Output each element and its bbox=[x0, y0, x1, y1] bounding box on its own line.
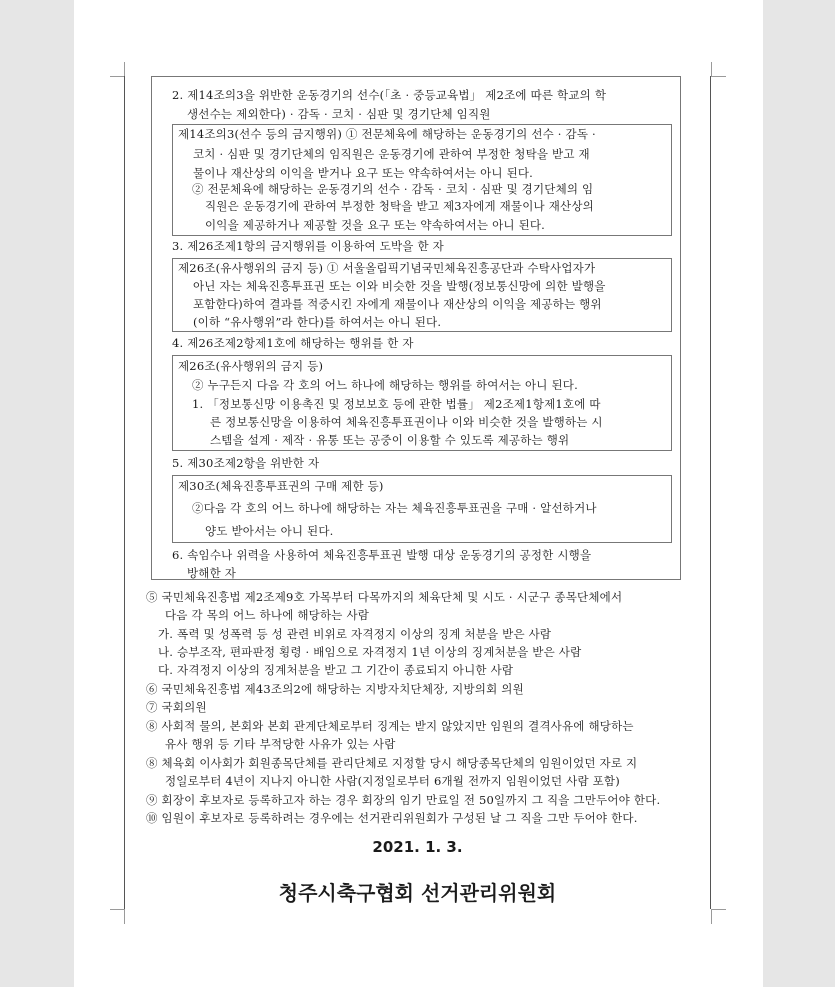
article-30-2-line-3: 양도 받아서는 아니 된다. bbox=[205, 524, 334, 538]
article-14-3-line-5: 직원은 운동경기에 관하여 부정한 청탁을 받고 제3자에게 재물이나 재산상의 bbox=[205, 199, 594, 213]
article-30-2-line-2: ②다음 각 호의 어느 하나에 해당하는 자는 체육진흥투표권을 구매 · 알선하거나 bbox=[192, 501, 597, 515]
clause-5-line-2: 다음 각 목의 어느 하나에 해당하는 사람 bbox=[165, 608, 370, 622]
article-14-3-line-6: 이익을 제공하거나 제공할 것을 요구 또는 약속하여서는 아니 된다. bbox=[205, 218, 546, 232]
item-4: 4. 제26조제2항제1호에 해당하는 행위를 한 자 bbox=[172, 336, 414, 350]
crop-mark-top-left bbox=[110, 62, 125, 77]
clause-8a-line-2: 유사 행위 등 기타 부적당한 사유가 있는 사람 bbox=[165, 737, 396, 751]
crop-mark-top-right bbox=[711, 62, 726, 77]
article-26-1-line-3: 포함한다)하여 결과를 적중시킨 자에게 재물이나 재산상의 이익을 제공하는 행위 bbox=[193, 297, 602, 311]
article-26-2-line-1: 제26조(유사행위의 금지 등) bbox=[178, 359, 324, 373]
clause-9: ⑨ 회장이 후보자로 등록하고자 하는 경우 회장의 임기 만료일 전 50일까지 그 직을 그만두어야 한다. bbox=[146, 793, 661, 807]
article-14-3-line-3: 물이나 재산상의 이익을 받거나 요구 또는 약속하여서는 아니 된다. bbox=[193, 166, 534, 180]
crop-mark-bottom-right bbox=[711, 909, 726, 924]
article-26-2-line-3: 1. 「정보통신망 이용촉진 및 정보보호 등에 관한 법률」 제2조제1항제1호에 따 bbox=[192, 397, 601, 411]
item-5: 5. 제30조제2항을 위반한 자 bbox=[172, 456, 320, 470]
article-14-3-line-2: 코치 · 심판 및 경기단체의 임직원은 운동경기에 관하여 부정한 청탁을 받고 재 bbox=[193, 147, 590, 161]
document-date: 2021. 1. 3. bbox=[372, 838, 463, 856]
article-26-1-line-2: 아닌 자는 체육진흥투표권 또는 이와 비슷한 것을 발행(정보통신망에 의한 발행을 bbox=[193, 279, 606, 293]
clause-8b-line-1: ⑧ 체육회 이사회가 회원종목단체를 관리단체로 지정할 당시 해당종목단체의 임원이었던 자로 지 bbox=[146, 756, 638, 770]
article-26-2-line-4: 른 정보통신망을 이용하여 체육진흥투표권이나 이와 비슷한 것을 발행하는 시 bbox=[210, 415, 603, 429]
article-26-1-line-1: 제26조(유사행위의 금지 등) ① 서울올림픽기념국민체육진흥공단과 수탁사업자가 bbox=[178, 261, 596, 275]
clause-5-sub-na: 나. 승부조작, 편파판정 횡령 · 배임으로 자격정지 1년 이상의 징계처분을 받은 사람 bbox=[158, 645, 582, 659]
clause-7: ⑦ 국회의원 bbox=[146, 700, 207, 714]
item-6-line-2: 방해한 자 bbox=[187, 566, 237, 580]
issuing-organization: 청주시축구협회 선거관리위원회 bbox=[278, 881, 557, 905]
crop-mark-bottom-left bbox=[110, 909, 125, 924]
article-30-2-line-1: 제30조(체육진흥투표권의 구매 제한 등) bbox=[178, 479, 384, 493]
clause-6: ⑥ 국민체육진흥법 제43조의2에 해당하는 지방자치단체장, 지방의회 의원 bbox=[146, 682, 524, 696]
clause-8a-line-1: ⑧ 사회적 물의, 본회와 본회 관계단체로부터 징계는 받지 않았지만 임원의 결격사유에 해당하는 bbox=[146, 719, 634, 733]
item-3: 3. 제26조제1항의 금지행위를 이용하여 도박을 한 자 bbox=[172, 239, 444, 253]
clause-5-sub-da: 다. 자격정지 이상의 징계처분을 받고 그 기간이 종료되지 아니한 사람 bbox=[158, 663, 514, 677]
item-2-line-2: 생선수는 제외한다) · 감독 · 코치 · 심판 및 경기단체 임직원 bbox=[187, 107, 491, 121]
article-14-3-line-1: 제14조의3(선수 등의 금지행위) ① 전문체육에 해당하는 운동경기의 선수 · 감독 · bbox=[178, 127, 596, 141]
clause-5-sub-ga: 가. 폭력 및 성폭력 등 성 관련 비위로 자격정지 이상의 징계 처분을 받은 사람 bbox=[158, 627, 552, 641]
article-26-1-line-4: (이하 “유사행위”라 한다)를 하여서는 아니 된다. bbox=[193, 315, 442, 329]
clause-5-line-1: ⑤ 국민체육진흥법 제2조제9호 가목부터 다목까지의 체육단체 및 시도 · 시군구 종목단체에서 bbox=[146, 590, 623, 604]
clause-8b-line-2: 정일로부터 4년이 지나지 아니한 사람(지정일로부터 6개월 전까지 임원이었던 사람 포함) bbox=[165, 774, 620, 788]
article-26-2-line-2: ② 누구든지 다음 각 호의 어느 하나에 해당하는 행위를 하여서는 아니 된다. bbox=[192, 378, 578, 392]
article-14-3-line-4: ② 전문체육에 해당하는 운동경기의 선수 · 감독 · 코치 · 심판 및 경기단체의 임 bbox=[192, 182, 594, 196]
clause-10: ⑩ 임원이 후보자로 등록하려는 경우에는 선거관리위원회가 구성된 날 그 직을 그만 두어야 한다. bbox=[146, 811, 638, 825]
article-26-2-line-5: 스템을 설계 · 제작 · 유통 또는 공중이 이용할 수 있도록 제공하는 행위 bbox=[210, 433, 570, 447]
item-2-line-1: 2. 제14조의3을 위반한 운동경기의 선수(「초 · 중등교육법」 제2조에 따른 학교의 학 bbox=[172, 88, 607, 102]
item-6-line-1: 6. 속임수나 위력을 사용하여 체육진흥투표권 발행 대상 운동경기의 공정한 시행을 bbox=[172, 548, 592, 562]
